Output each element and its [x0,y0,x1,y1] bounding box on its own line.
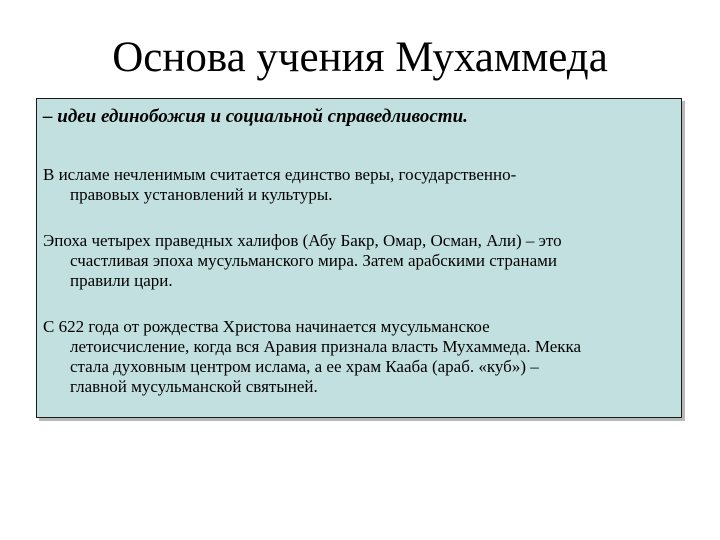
subtitle: – идеи единобожия и социальной справедливости. [43,106,468,127]
content-box [36,98,682,418]
paragraph-unity [43,165,679,205]
paragraph-line: правовых установлений и культуры. [70,185,333,204]
slide-title: Основа учения Мухаммеда [112,34,608,81]
paragraph-line: летоисчисление, когда вся Аравия признала власть Мухаммеда. Мекка [70,337,582,356]
paragraph-line: В исламе нечленимым считается единство веры, государственно- [43,165,517,184]
paragraph-line: главной мусульманской святыней. [70,377,318,396]
paragraph-line: правили цари. [70,271,173,290]
paragraph-line: счастливая эпоха мусульманского мира. Затем арабскими странами [70,251,557,270]
paragraph-caliphs [43,231,679,291]
paragraph-line: стала духовным центром ислама, а ее храм Кааба (араб. «куб») – [70,357,539,376]
paragraph-line: С 622 года от рождества Христова начинается мусульманское [43,317,490,336]
paragraph-calendar [43,317,679,397]
paragraph-line: Эпоха четырех праведных халифов (Абу Бакр, Омар, Осман, Али) – это [43,231,562,250]
